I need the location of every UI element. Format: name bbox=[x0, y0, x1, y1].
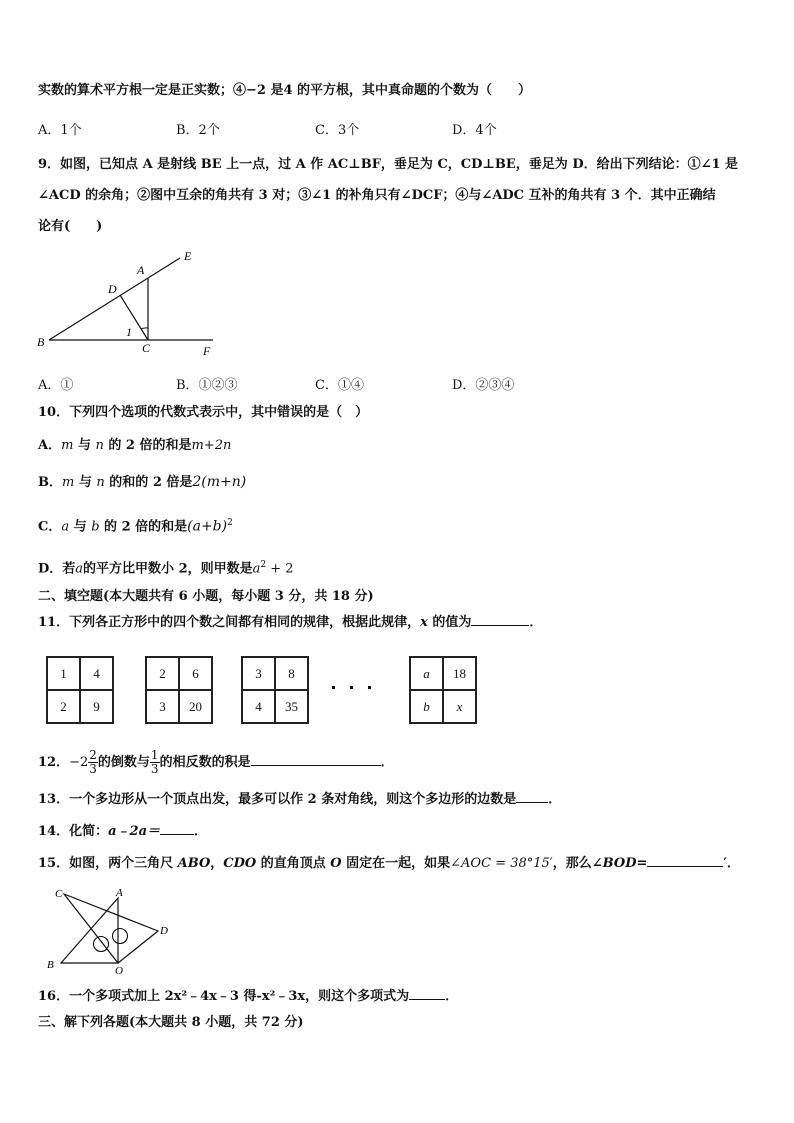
q15-bod: ∠BOD bbox=[591, 856, 637, 871]
q10-a-text: 的 2 倍的和是 bbox=[103, 438, 192, 453]
q11-ellipsis-dot-3 bbox=[368, 686, 371, 689]
q9-ray-be bbox=[49, 258, 180, 340]
q8-option-d: D．4个 bbox=[452, 123, 497, 138]
q10-c-text: 的 2 倍的和是 bbox=[99, 519, 188, 535]
q10-d-expr: a bbox=[252, 561, 261, 577]
q15-text-1: 15．如图，两个三角尺 bbox=[38, 856, 178, 871]
q13-end: ． bbox=[548, 792, 562, 807]
q9-label-c: C bbox=[142, 341, 151, 355]
q9-option-d: D．②③④ bbox=[452, 378, 515, 393]
q15-hole-2 bbox=[113, 929, 128, 944]
q16-end: ． bbox=[445, 989, 459, 1004]
q15-label-d: D bbox=[160, 925, 168, 937]
q16-line bbox=[38, 987, 458, 1006]
q10-d-sup: 2 bbox=[260, 560, 267, 570]
q11-ellipsis-dot-2 bbox=[350, 686, 353, 689]
q11-sq3-top-left: 3 bbox=[242, 657, 275, 690]
q11-sq3-top-right: 8 bbox=[275, 657, 308, 690]
q14-end: ． bbox=[194, 824, 208, 839]
section-2-heading: 二、填空题(本大题共有 6 小题，每小题 3 分，共 18 分) bbox=[38, 589, 374, 604]
q11-x: x bbox=[420, 615, 428, 630]
q11-end: ． bbox=[529, 615, 543, 630]
q15-angle: ∠AOC = 38°15′ bbox=[450, 856, 553, 871]
q10-option-a bbox=[38, 437, 231, 455]
q12-f2-num: 1 bbox=[150, 748, 159, 762]
q8-option-c: C．3个 bbox=[315, 123, 360, 138]
q9-figure bbox=[30, 245, 220, 360]
q9-option-c: C．①④ bbox=[315, 378, 364, 393]
q15-eq: = bbox=[636, 856, 648, 871]
q9-angle-1-arc bbox=[141, 328, 148, 329]
q11-sq1-bottom-left: 2 bbox=[47, 690, 80, 723]
q15-text-4: ，那么 bbox=[552, 856, 592, 871]
q9-option-a: A．① bbox=[38, 378, 74, 393]
q10-d-a: a bbox=[75, 561, 84, 577]
q15-abo: ABO bbox=[177, 856, 211, 871]
q11-sq2-bottom-left: 3 bbox=[146, 690, 179, 723]
q11-sq4-bottom-left: b bbox=[410, 690, 443, 723]
q12-fraction-1 bbox=[88, 749, 98, 776]
q13-line bbox=[38, 790, 561, 809]
q15-label-b: B bbox=[47, 959, 54, 971]
q15-cdo: CDO bbox=[223, 856, 257, 871]
section-3-heading: 三、解下列各题(本大题共 8 小题，共 72 分) bbox=[38, 1015, 304, 1030]
q12-tail: 的相反数的积是 bbox=[159, 755, 251, 770]
q10-c-expr: (a+b) bbox=[187, 518, 228, 535]
q11-sq2-top-left: 2 bbox=[146, 657, 179, 690]
q10-c-prefix: C． bbox=[38, 519, 62, 535]
q11-sq1-bottom-right: 9 bbox=[80, 690, 113, 723]
q9-label-1: 1 bbox=[126, 325, 132, 339]
q10-option-b bbox=[38, 473, 246, 492]
q10-a-mid: 与 bbox=[73, 438, 96, 453]
q12-mid: 的倒数与 bbox=[97, 755, 150, 770]
q15-figure bbox=[44, 884, 174, 976]
q14-line bbox=[38, 822, 207, 841]
q9-label-a: A bbox=[137, 263, 145, 277]
q9-line-1: 9．如图，已知点 A 是射线 BE 上一点，过 A 作 AC⊥BF，垂足为 C，CD⊥BE，垂足为 D．给出下列结论：①∠1 是 bbox=[38, 157, 739, 172]
q11-square-3 bbox=[241, 656, 309, 724]
q15-sep: ， bbox=[210, 856, 224, 871]
q12-answer-blank[interactable] bbox=[251, 753, 381, 766]
q15-text-2: 的直角顶点 bbox=[256, 856, 331, 871]
q12-f1-den: 3 bbox=[89, 762, 97, 776]
q8-option-a: A．1个 bbox=[38, 123, 82, 138]
q15-line bbox=[38, 854, 740, 873]
q12-neg: −2 bbox=[69, 755, 89, 770]
q11-answer-blank[interactable] bbox=[471, 613, 529, 626]
q10-b-expr: 2(m+n) bbox=[192, 474, 247, 490]
q10-b-n: n bbox=[96, 475, 105, 490]
q14-prefix: 14．化简： bbox=[38, 824, 109, 839]
q10-b-m: m bbox=[62, 475, 75, 490]
q15-hole-1 bbox=[94, 937, 109, 952]
q15-triangle-abo bbox=[61, 898, 118, 963]
q8-line: 实数的算术平方根一定是正实数；④−2 是4 的平方根，其中真命题的个数为（ ） bbox=[38, 83, 532, 98]
q9-line-2: ∠ACD 的余角；②图中互余的角共有 3 对；③∠1 的补角只有∠DCF；④与∠ADC 互补的角共有 3 个．其中正确结 bbox=[38, 188, 716, 203]
q10-c-a: a bbox=[61, 519, 70, 535]
q11-square-4 bbox=[409, 656, 477, 724]
q13-answer-blank[interactable] bbox=[516, 790, 548, 803]
q9-label-b: B bbox=[37, 335, 45, 349]
q10-stem: 10．下列四个选项的代数式表示中，其中错误的是（ ） bbox=[38, 405, 369, 420]
q11-sq4-top-right: 18 bbox=[443, 657, 476, 690]
q9-option-b: B．①②③ bbox=[176, 378, 238, 393]
q10-a-expr: m+2n bbox=[191, 438, 232, 453]
q15-end: ′． bbox=[723, 856, 740, 871]
q11-sq3-bottom-left: 4 bbox=[242, 690, 275, 723]
q11-sq4-bottom-right: x bbox=[443, 690, 476, 723]
q12-f2-den: 3 bbox=[150, 762, 159, 776]
q11-ellipsis-dot-1 bbox=[332, 686, 335, 689]
q9-label-d: D bbox=[108, 282, 117, 296]
q11-sq3-bottom-right: 35 bbox=[275, 690, 308, 723]
q16-text: 16．一个多项式加上 2x²﹣4x﹣3 得-x²﹣3x，则这个多项式为 bbox=[38, 989, 410, 1004]
q10-a-m: m bbox=[61, 438, 74, 453]
q11-square-1 bbox=[46, 656, 114, 724]
q10-c-sup: 2 bbox=[227, 518, 233, 528]
q14-answer-blank[interactable] bbox=[160, 822, 194, 835]
q10-option-d bbox=[38, 556, 294, 578]
q10-b-text: 的和的 2 倍是 bbox=[104, 475, 193, 490]
q15-label-c: C bbox=[55, 888, 63, 900]
q15-label-o: O bbox=[115, 965, 123, 976]
q10-d-text: 的平方比甲数小 2，则甲数是 bbox=[83, 561, 253, 577]
q15-triangle-cdo bbox=[64, 894, 158, 963]
q10-b-mid: 与 bbox=[74, 475, 97, 490]
q9-label-f: F bbox=[203, 344, 211, 358]
q10-d-tail: + 2 bbox=[266, 561, 294, 577]
q11-stem bbox=[38, 613, 542, 632]
q11-sq1-top-left: 1 bbox=[47, 657, 80, 690]
q11-sq4-top-left: a bbox=[410, 657, 443, 690]
q12-line bbox=[38, 748, 394, 780]
q10-option-c bbox=[38, 514, 233, 536]
q11-sq2-top-right: 6 bbox=[179, 657, 212, 690]
q12-end: ． bbox=[380, 755, 394, 770]
q10-a-prefix: A． bbox=[38, 438, 62, 453]
q16-answer-blank[interactable] bbox=[409, 987, 445, 1000]
q9-label-e: E bbox=[184, 249, 192, 263]
q12-f1-num: 2 bbox=[89, 748, 97, 762]
q12-fraction-2 bbox=[150, 749, 160, 776]
q9-line-3: 论有( ) bbox=[38, 219, 103, 234]
q10-c-b: b bbox=[91, 519, 100, 535]
q12-prefix: 12． bbox=[38, 755, 70, 770]
q14-expr: a﹣2a＝ bbox=[108, 824, 160, 839]
q11-stem-text: 11．下列各正方形中的四个数之间都有相同的规律，根据此规律， bbox=[38, 615, 421, 630]
q13-text: 13．一个多边形从一个顶点出发，最多可以作 2 条对角线，则这个多边形的边数是 bbox=[38, 792, 517, 807]
q11-sq1-top-right: 4 bbox=[80, 657, 113, 690]
q10-a-n: n bbox=[95, 438, 104, 453]
q11-stem-text-2: 的值为 bbox=[427, 615, 472, 630]
q11-square-2 bbox=[145, 656, 213, 724]
q15-answer-blank[interactable] bbox=[647, 854, 723, 867]
q10-b-prefix: B． bbox=[38, 475, 62, 490]
q15-o: O bbox=[330, 856, 342, 871]
q8-option-b: B．2个 bbox=[176, 123, 220, 138]
q15-label-a: A bbox=[116, 887, 123, 899]
q10-d-prefix: D．若 bbox=[38, 561, 76, 577]
q9-segment-cd bbox=[120, 295, 148, 340]
q10-c-mid: 与 bbox=[69, 519, 92, 535]
q15-text-3: 固定在一起，如果 bbox=[341, 856, 451, 871]
q11-sq2-bottom-right: 20 bbox=[179, 690, 212, 723]
